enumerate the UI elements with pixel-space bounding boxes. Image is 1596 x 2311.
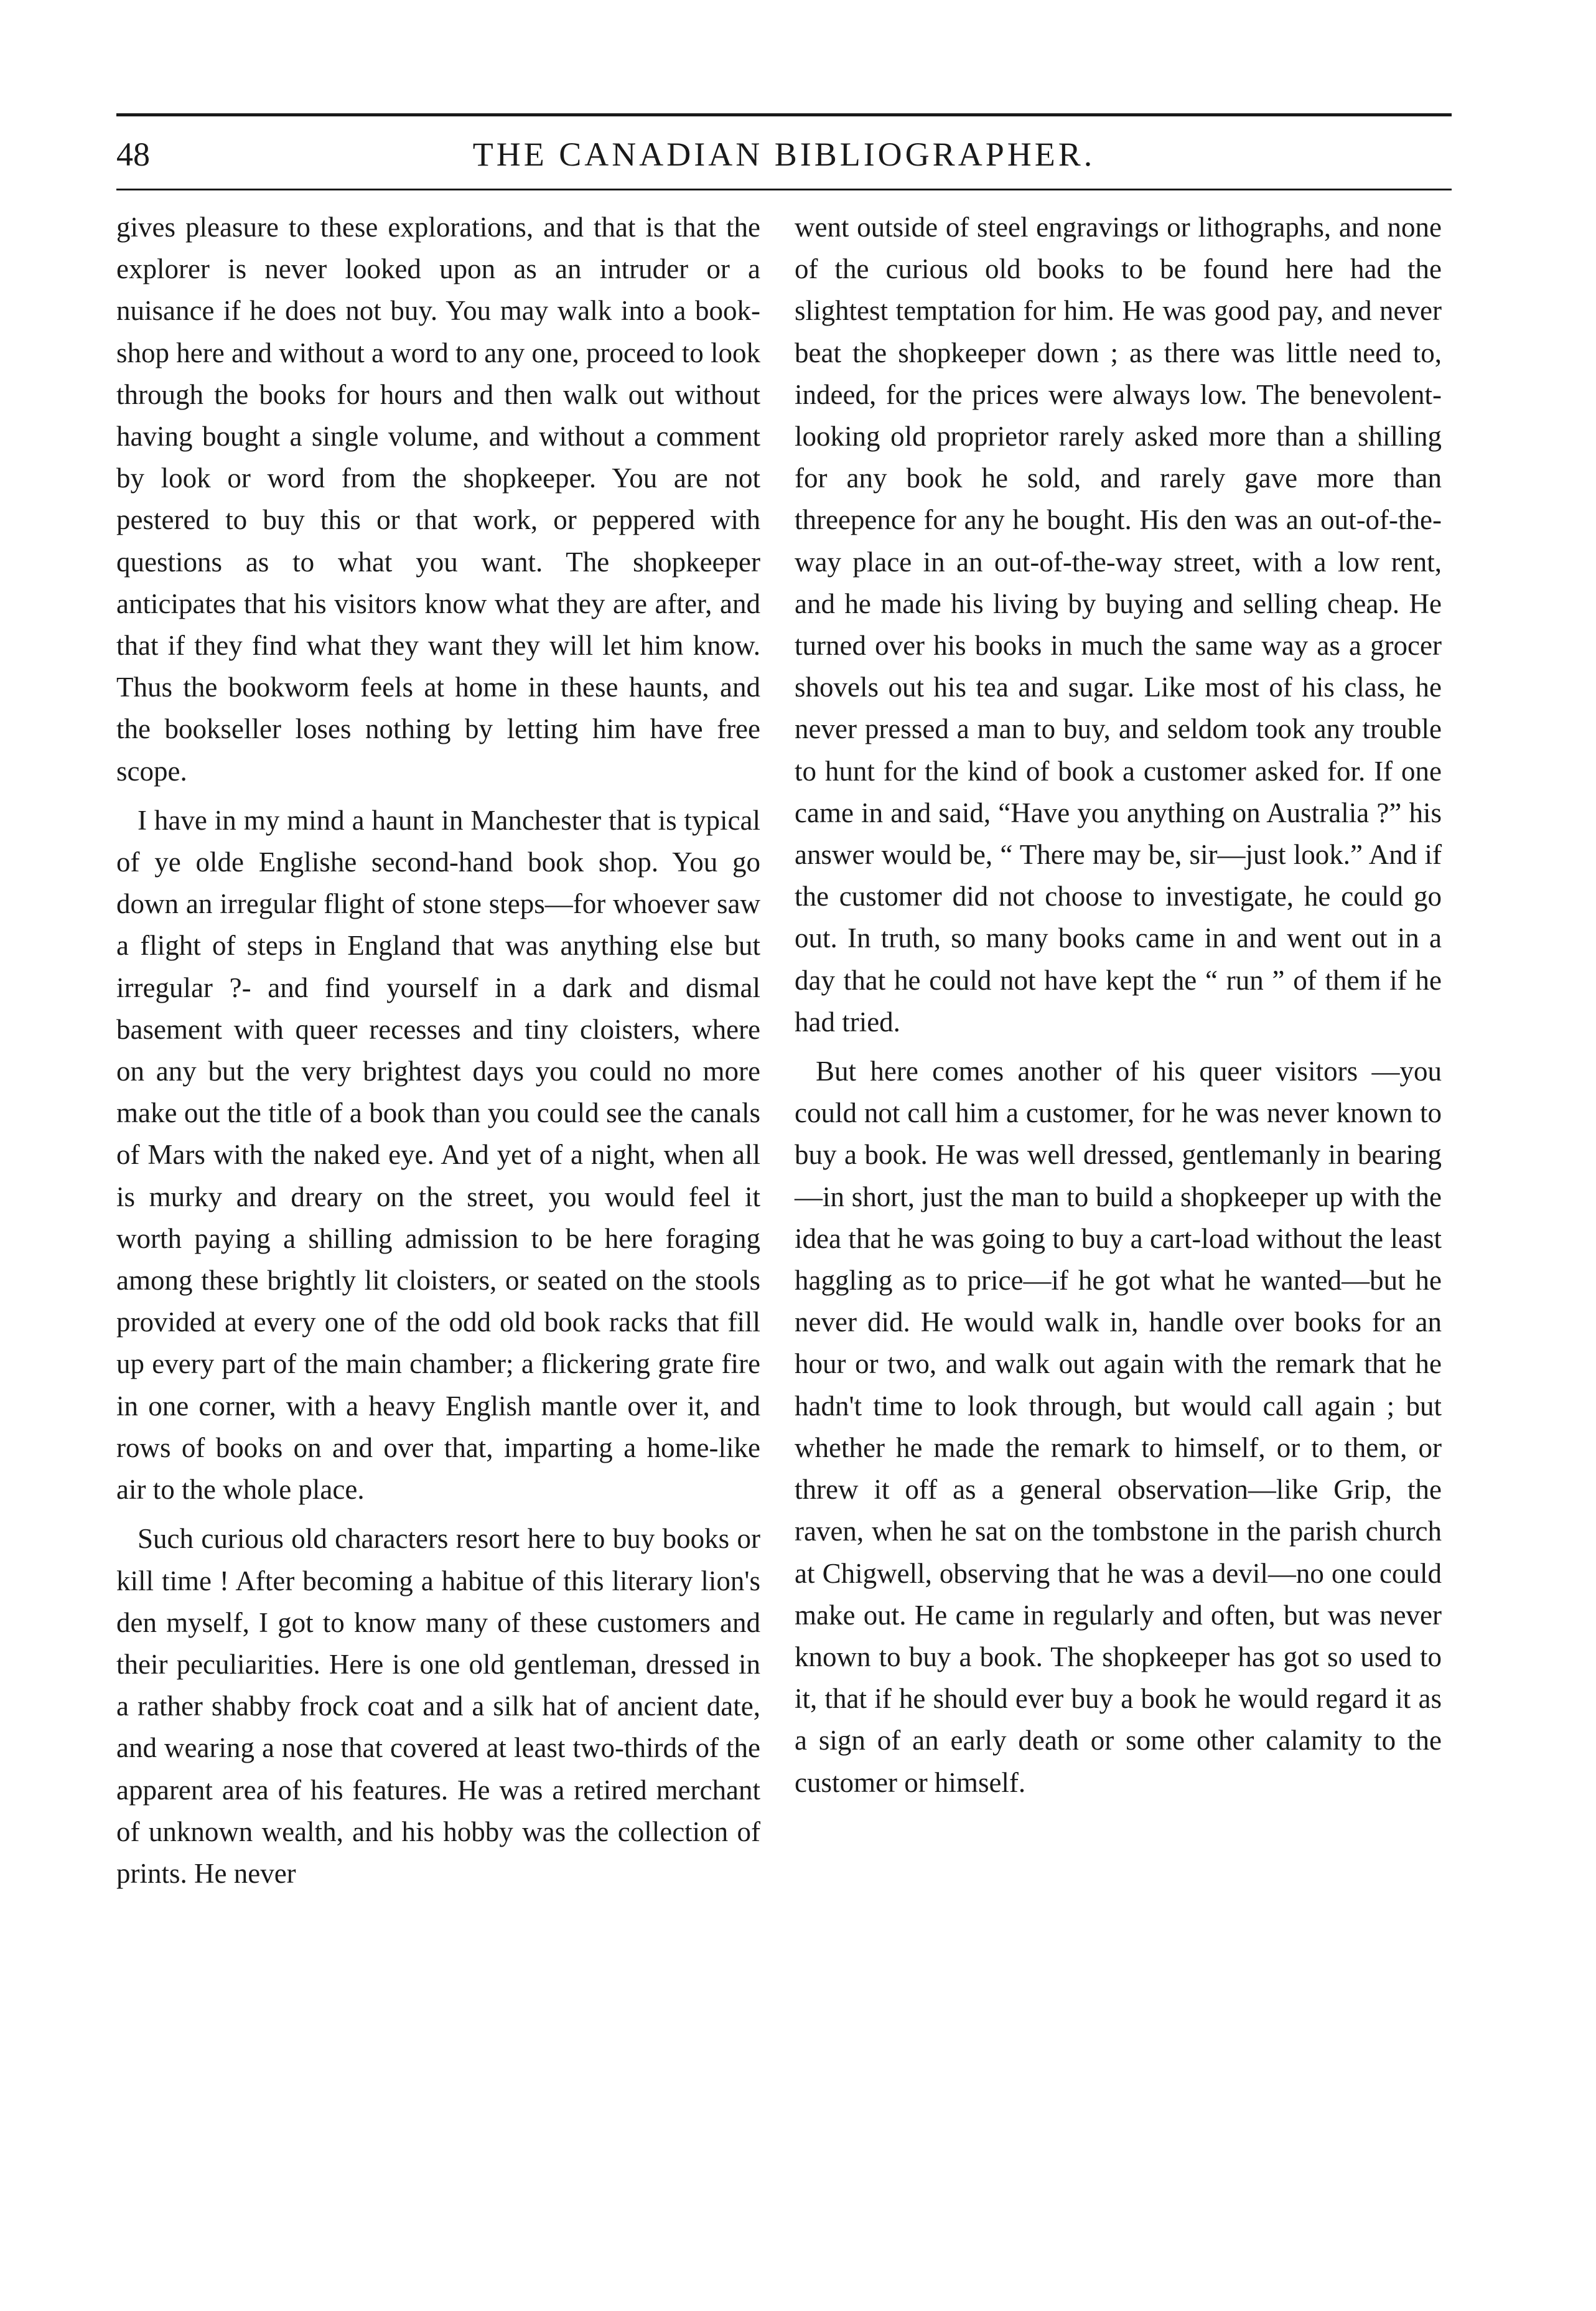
paragraph: I have in my mind a haunt in Manchester that is typical of ye olde Englishe second-hand book shop. You go down an irregular flight of stone steps—for whoever saw a flight of steps in England that was anything else but irregular ?- and find yourself in a dark and dismal basement with queer recesses and tiny cloisters, where on any but the very brightest days you could no more make out the title of a book than you could see the canals of Mars with the naked eye. And yet of a night, when all is murky and dreary on the street, you would feel it worth paying a shilling admission to be here foraging among these brightly lit cloisters, or seated on the stools provided at every one of the odd old book racks that fill up every part of the main chamber; a flickering grate fire in one corner, with a heavy English mantle over it, and rows of books on and over that, imparting a home-like air to the whole place. bbox=[116, 804, 760, 1506]
running-title: THE CANADIAN BIBLIOGRAPHER. bbox=[472, 136, 1096, 173]
right-column bbox=[795, 207, 1442, 1811]
left-column bbox=[116, 207, 760, 1902]
page-number: 48 bbox=[116, 136, 150, 173]
header-bottom-rule bbox=[116, 189, 1452, 190]
paragraph: Such curious old characters resort here to buy books or kill time ! After becoming a habitue of this literary lion's den myself, I got to know many of these customers and their peculiarities. Here is one old gentleman, dressed in a rather shabby frock coat and a silk hat of ancient date, and wearing a nose that covered at least two-thirds of the apparent area of his features. He was a retired merchant of unknown wealth, and his hobby was the collection of prints. He never bbox=[116, 1523, 760, 1889]
paragraph: went outside of steel engravings or lithographs, and none of the curious old books to be found here had the slightest temptation for him. He was good pay, and never beat the shopkeeper down ; as there was little need to, indeed, for the prices were always low. The benevolent-looking old proprietor rarely asked more than a shilling for any book he sold, and rarely gave more than threepence for any he bought. His den was an out-of-the-way place in an out-of-the-way street, with a low rent, and he made his living by buying and selling cheap. He turned over his books in much the same way as a grocer shovels out his tea and sugar. Like most of his class, he never pressed a man to buy, and seldom took any trouble to hunt for the kind of book a customer asked for. If one came in and said, “Have you anything on Australia ?” his answer would be, “ There may be, sir—just look.” And if the customer did not choose to investigate, he could go out. In truth, so many books came in and went out in a day that he could not have kept the “ run ” of them if he had tried. bbox=[795, 212, 1442, 1038]
paragraph: gives pleasure to these explorations, and that is that the explorer is never looked upon as an intruder or a nuisance if he does not buy. You may walk into a book-shop here and without a word to any one, proceed to look through the books for hours and then walk out without having bought a single volume, and without a comment by look or word from the shopkeeper. You are not pestered to buy this or that work, or peppered with questions as to what you want. The shopkeeper anticipates that his visitors know what they are after, and that if they find what they want they will let him know. Thus the bookworm feels at home in these haunts, and the bookseller loses nothing by letting him have free scope. bbox=[116, 212, 760, 787]
running-header bbox=[116, 129, 1452, 179]
paragraph: But here comes another of his queer visitors —you could not call him a customer, for he was never known to buy a book. He was well dressed, gentlemanly in bearing—in short, just the man to build a shopkeeper up with the idea that he was going to buy a cart-load without the least haggling as to price—if he got what he wanted—but he never did. He would walk in, handle over books for an hour or two, and walk out again with the remark that he hadn't time to look through, but would call again ; but whether he made the remark to himself, or to them, or threw it off as a general observation—like Grip, the raven, when he sat on the tombstone in the parish church at Chigwell, observing that he was a devil—no one could make out. He came in regularly and often, but was never known to buy a book. The shopkeeper has got so used to it, that if he should ever buy a book he would regard it as a sign of an early death or some other calamity to the customer or himself. bbox=[795, 1056, 1442, 1798]
header-top-rule bbox=[116, 113, 1452, 116]
